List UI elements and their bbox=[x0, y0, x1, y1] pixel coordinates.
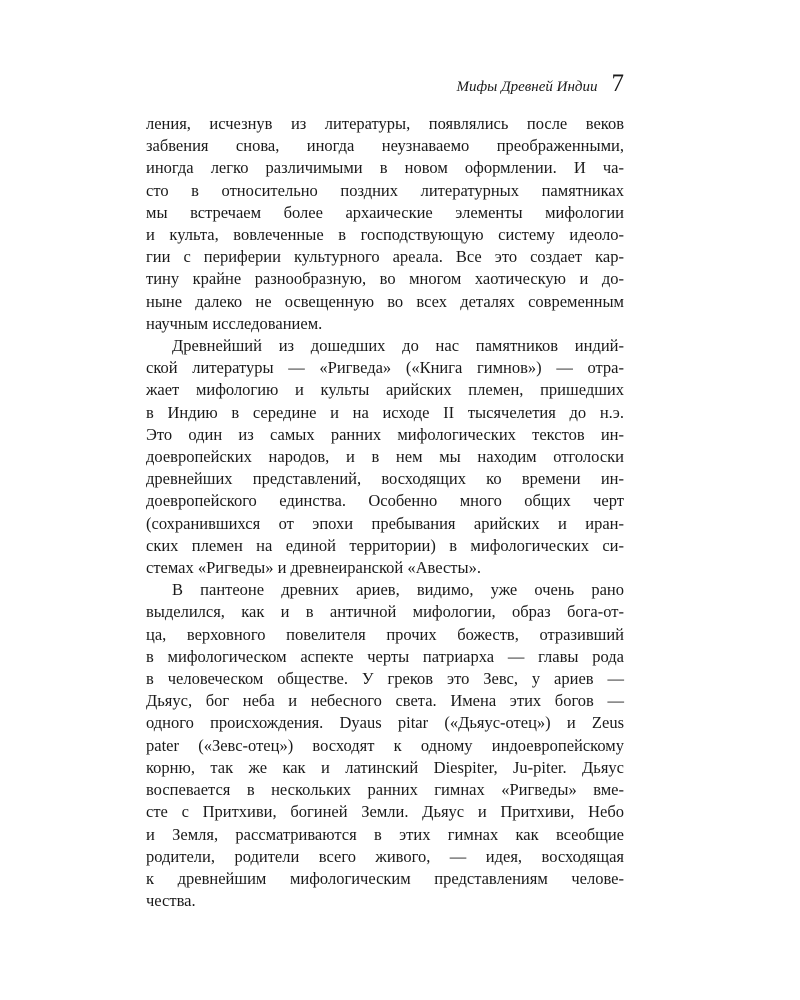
text-line: к древнейшим мифологическим представлениям челове- bbox=[146, 868, 624, 888]
text-line: в мифологическом аспекте черты патриарха — главы рода bbox=[146, 646, 624, 666]
text-line: в Индию в середине и на исходе II тысячелетия до н.э. bbox=[146, 402, 624, 422]
text-line: сте с Притхиви, богиней Земли. Дьяус и Притхиви, Небо bbox=[146, 802, 624, 822]
text-line: Древнейший из дошедших до нас памятников индий- bbox=[172, 336, 624, 356]
text-line: В пантеоне древних ариев, видимо, уже очень рано bbox=[172, 580, 624, 600]
text-line: (сохранившихся от эпохи пребывания арийских и иран- bbox=[146, 513, 624, 533]
text-line: ныне далеко не освещенную во всех деталях современным bbox=[146, 291, 624, 311]
paragraph-1 bbox=[146, 113, 624, 335]
text-line: и культа, вовлеченные в господствующую систему идеоло- bbox=[146, 225, 624, 245]
text-line: одного происхождения. Dyaus pitar («Дьяус-отец») и Zeus bbox=[146, 713, 624, 733]
text-line: выделился, как и в античной мифологии, образ бога-от- bbox=[146, 602, 624, 622]
text-line: воспевается в нескольких ранних гимнах «Ригведы» вме- bbox=[146, 780, 624, 800]
text-line: в человеческом обществе. У греков это Зевс, у ариев — bbox=[146, 669, 624, 689]
text-line: Это один из самых ранних мифологических текстов ин- bbox=[146, 424, 624, 444]
text-line: иногда легко различимыми в новом оформлении. И ча- bbox=[146, 158, 624, 178]
text-line: древнейших представлений, восходящих ко времени ин- bbox=[146, 469, 624, 489]
text-line: родители, родители всего живого, — идея, восходящая bbox=[146, 846, 624, 866]
text-line: доевропейского единства. Особенно много общих черт bbox=[146, 491, 624, 511]
text-line: гии с периферии культурного ареала. Все это создает кар- bbox=[146, 247, 624, 267]
text-line: pater («Зевс-отец») восходят к одному индоевропейскому bbox=[146, 735, 624, 755]
body-text bbox=[146, 113, 624, 912]
text-line: тину крайне разнообразную, во многом хаотическую и до- bbox=[146, 269, 624, 289]
text-line: Дьяус, бог неба и небесного света. Имена этих богов — bbox=[146, 691, 624, 711]
text-line: и Земля, рассматриваются в этих гимнах как всеобщие bbox=[146, 824, 624, 844]
text-line: сто в относительно поздних литературных памятниках bbox=[146, 180, 624, 200]
text-line: забвения снова, иногда неузнаваемо преображенными, bbox=[146, 136, 624, 156]
text-line: доевропейских народов, и в нем мы находим отголоски bbox=[146, 447, 624, 467]
text-line: чества. bbox=[146, 891, 196, 911]
text-line: стемах «Ригведы» и древнеиранской «Авесты». bbox=[146, 558, 481, 578]
page-number: 7 bbox=[611, 70, 624, 97]
text-line: ца, верховного повелителя прочих божеств, отразивший bbox=[146, 624, 624, 644]
text-line: ской литературы — «Ригведа» («Книга гимнов») — отра- bbox=[146, 358, 624, 378]
paragraph-3 bbox=[146, 579, 624, 912]
paragraph-2 bbox=[146, 335, 624, 579]
text-line: научным исследованием. bbox=[146, 313, 323, 333]
text-line: мы встречаем более архаические элементы мифологии bbox=[146, 202, 624, 222]
text-line: жает мифологию и культы арийских племен, пришедших bbox=[146, 380, 624, 400]
page-header bbox=[146, 70, 624, 102]
text-line: корню, так же как и латинский Diespiter, Ju-piter. Дьяус bbox=[146, 757, 624, 777]
running-title: Мифы Древней Индии bbox=[456, 79, 598, 95]
text-line: ления, исчезнув из литературы, появлялись после веков bbox=[146, 114, 624, 133]
text-line: ских племен на единой территории) в мифологических си- bbox=[146, 535, 624, 555]
